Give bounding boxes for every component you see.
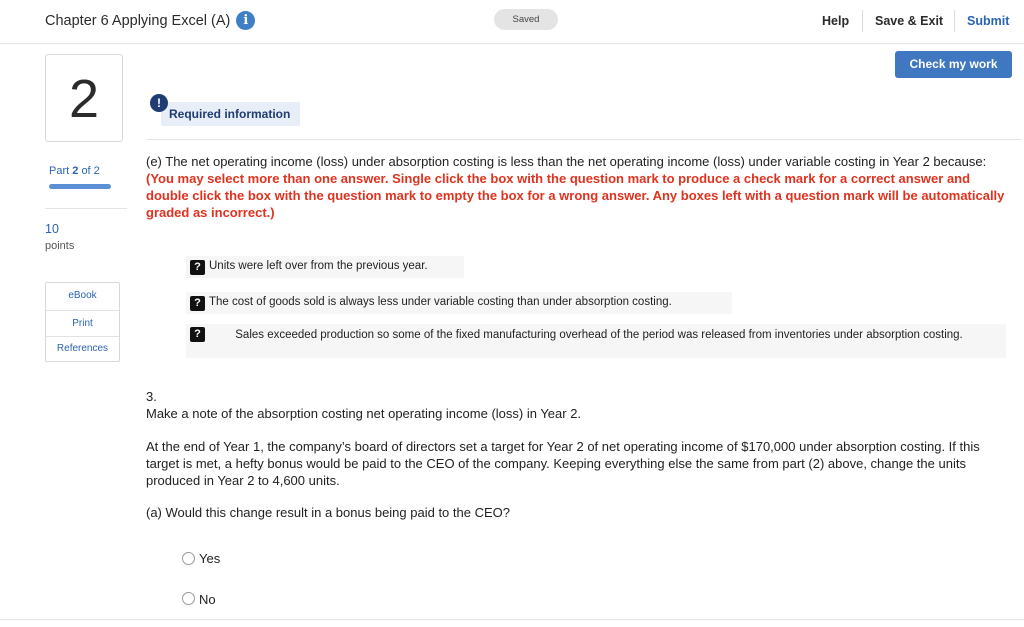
required-information-tag[interactable]	[161, 102, 300, 126]
answer-option-label: Units were left over from the previous year.	[209, 260, 428, 272]
yes-radio-label[interactable]: Yes	[199, 551, 221, 566]
required-information-label: Required information	[169, 107, 291, 121]
question-number-box: 2	[45, 54, 123, 142]
question-mark-checkbox[interactable]: ?	[190, 260, 205, 275]
part-progress-bar	[49, 184, 111, 189]
save-exit-link[interactable]: Save & Exit	[875, 14, 944, 28]
header-divider	[954, 10, 955, 32]
sub-question: (a) Would this change result in a bonus being paid to the CEO?	[146, 505, 510, 520]
points-label: points	[45, 240, 75, 252]
part-of: of 2	[81, 165, 100, 177]
question-intro: (e) The net operating income (loss) under absorption costing is less than the net operating income (loss) under variable costing in Year 2 because:	[146, 154, 987, 169]
answer-option-3[interactable]	[186, 324, 1006, 358]
resource-links-panel	[45, 282, 120, 362]
content-divider	[146, 139, 1022, 140]
answer-option-2[interactable]	[186, 292, 732, 314]
points-value: 10	[45, 222, 59, 236]
link-divider	[46, 336, 119, 337]
references-link[interactable]: References	[56, 343, 109, 354]
bottom-divider	[0, 619, 1024, 620]
no-radio-label[interactable]: No	[199, 592, 216, 607]
link-divider	[46, 310, 119, 311]
answer-option-label: Sales exceeded production so some of the fixed manufacturing overhead of the period was released from inventories under absorption costing.	[235, 329, 963, 341]
ebook-link[interactable]: eBook	[68, 290, 97, 301]
question-instructions: (You may select more than one answer. Single click the box with the question mark to produce a check mark for a correct answer and double click the box with the question mark to empty the box for a wrong answer. Any boxes left with a question mark will be automatically graded as incorrect.)	[146, 171, 1005, 220]
print-link[interactable]: Print	[72, 318, 93, 329]
alert-icon: !	[150, 94, 168, 112]
sidebar-divider	[45, 208, 127, 209]
answer-option-1[interactable]	[186, 256, 464, 278]
assignment-title-text: Chapter 6 Applying Excel (A)	[45, 12, 231, 29]
part-prefix: Part	[49, 165, 70, 177]
step-note: Make a note of the absorption costing net operating income (loss) in Year 2.	[146, 406, 582, 421]
step-paragraph: At the end of Year 1, the company’s board of directors set a target for Year 2 of net operating income of $170,000 under absorption costing. If this target is met, a hefty bonus would be paid to the CEO of the company. Keeping everything else the same from part (2) above, change the units produced in Year 2 to 4,600 units.	[146, 439, 980, 488]
answer-option-label: The cost of goods sold is always less under variable costing than under absorption costing.	[209, 296, 672, 308]
part-current: 2	[72, 165, 79, 177]
help-link[interactable]: Help	[822, 14, 850, 28]
submit-link[interactable]: Submit	[967, 14, 1010, 28]
check-my-work-button[interactable]: Check my work	[895, 51, 1012, 78]
yes-radio[interactable]	[182, 552, 195, 565]
saved-status-badge: Saved	[494, 9, 558, 30]
step-number: 3.	[146, 389, 157, 404]
question-text	[146, 153, 1008, 221]
question-mark-checkbox[interactable]: ?	[190, 327, 205, 342]
info-icon[interactable]: i	[236, 11, 255, 30]
assignment-title	[45, 11, 255, 30]
no-radio[interactable]	[182, 592, 195, 605]
part-indicator	[49, 165, 100, 177]
header-divider	[862, 10, 863, 32]
question-mark-checkbox[interactable]: ?	[190, 296, 205, 311]
top-bar	[0, 0, 1024, 44]
